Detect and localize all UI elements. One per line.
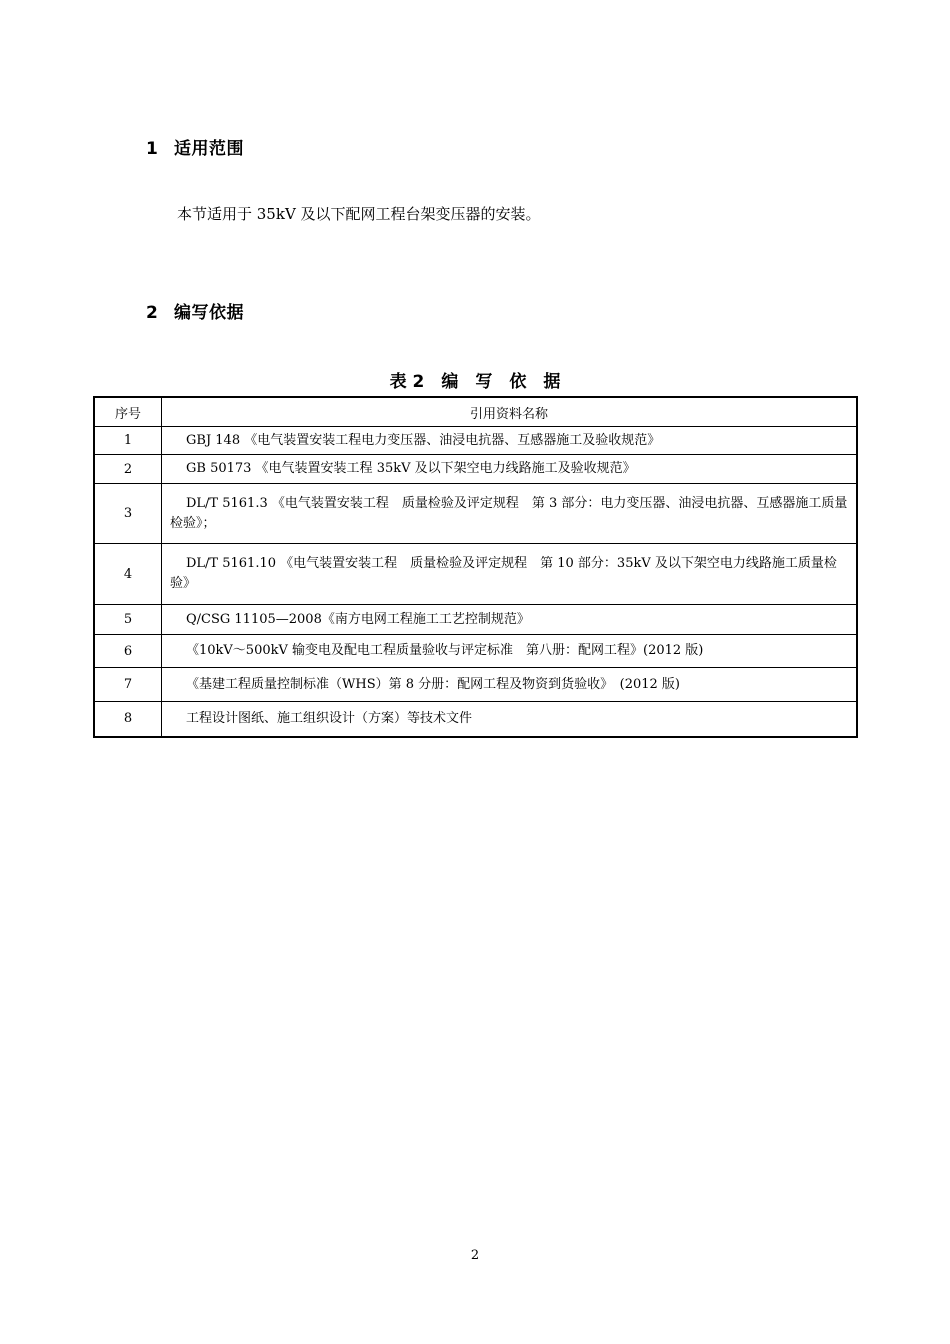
row-reference: GB 50173 《电气装置安装工程 35kV 及以下架空电力线路施工及验收规范》: [162, 455, 858, 484]
row-number: 4: [94, 544, 162, 605]
row-reference: DL/T 5161.3 《电气装置安装工程 质量检验及评定规程 第 3 部分：电力变压器、油浸电抗器、互感器施工质量检验》；: [162, 484, 858, 544]
section-heading-basis: [146, 298, 244, 323]
row-reference: Q/CSG 11105—2008《南方电网工程施工工艺控制规范》: [162, 605, 858, 635]
row-number: 8: [94, 702, 162, 737]
table-row: [94, 455, 857, 484]
section-title: 编写依据: [174, 303, 244, 323]
header-cell-name: 引用资料名称: [162, 397, 858, 427]
table-caption: 表 2 编 写 依 据: [389, 372, 561, 392]
row-number: 6: [94, 635, 162, 668]
section-title: 适用范围: [174, 139, 244, 159]
row-number: 1: [94, 427, 162, 455]
row-number: 3: [94, 484, 162, 544]
page-number: 2: [470, 1248, 480, 1263]
row-reference: 《10kV～500kV 输变电及配电工程质量验收与评定标准 第八册：配网工程》(2012 版): [162, 635, 858, 668]
table-row: [94, 484, 857, 544]
row-reference: 工程设计图纸、施工组织设计（方案）等技术文件: [162, 702, 858, 737]
scope-paragraph: 本节适用于 35kV 及以下配网工程台架变压器的安装。: [177, 205, 541, 223]
row-reference: DL/T 5161.10 《电气装置安装工程 质量检验及评定规程 第 10 部分：35kV 及以下架空电力线路施工质量检验》: [162, 544, 858, 605]
table-row: [94, 427, 857, 455]
row-number: 7: [94, 668, 162, 702]
table-row: [94, 605, 857, 635]
table-row: [94, 668, 857, 702]
section-number: 1: [146, 139, 159, 159]
section-number: 2: [146, 303, 159, 323]
reference-table: [93, 396, 858, 738]
table-row: [94, 635, 857, 668]
section-heading-scope: [146, 134, 244, 159]
table-row: [94, 544, 857, 605]
row-number: 5: [94, 605, 162, 635]
header-cell-number: 序号: [94, 397, 162, 427]
table-header-row: [94, 397, 857, 427]
table-row: [94, 702, 857, 737]
row-reference: 《基建工程质量控制标准（WHS）第 8 分册：配网工程及物资到货验收》 (2012 版): [162, 668, 858, 702]
row-number: 2: [94, 455, 162, 484]
row-reference: GBJ 148 《电气装置安装工程电力变压器、油浸电抗器、互感器施工及验收规范》: [162, 427, 858, 455]
